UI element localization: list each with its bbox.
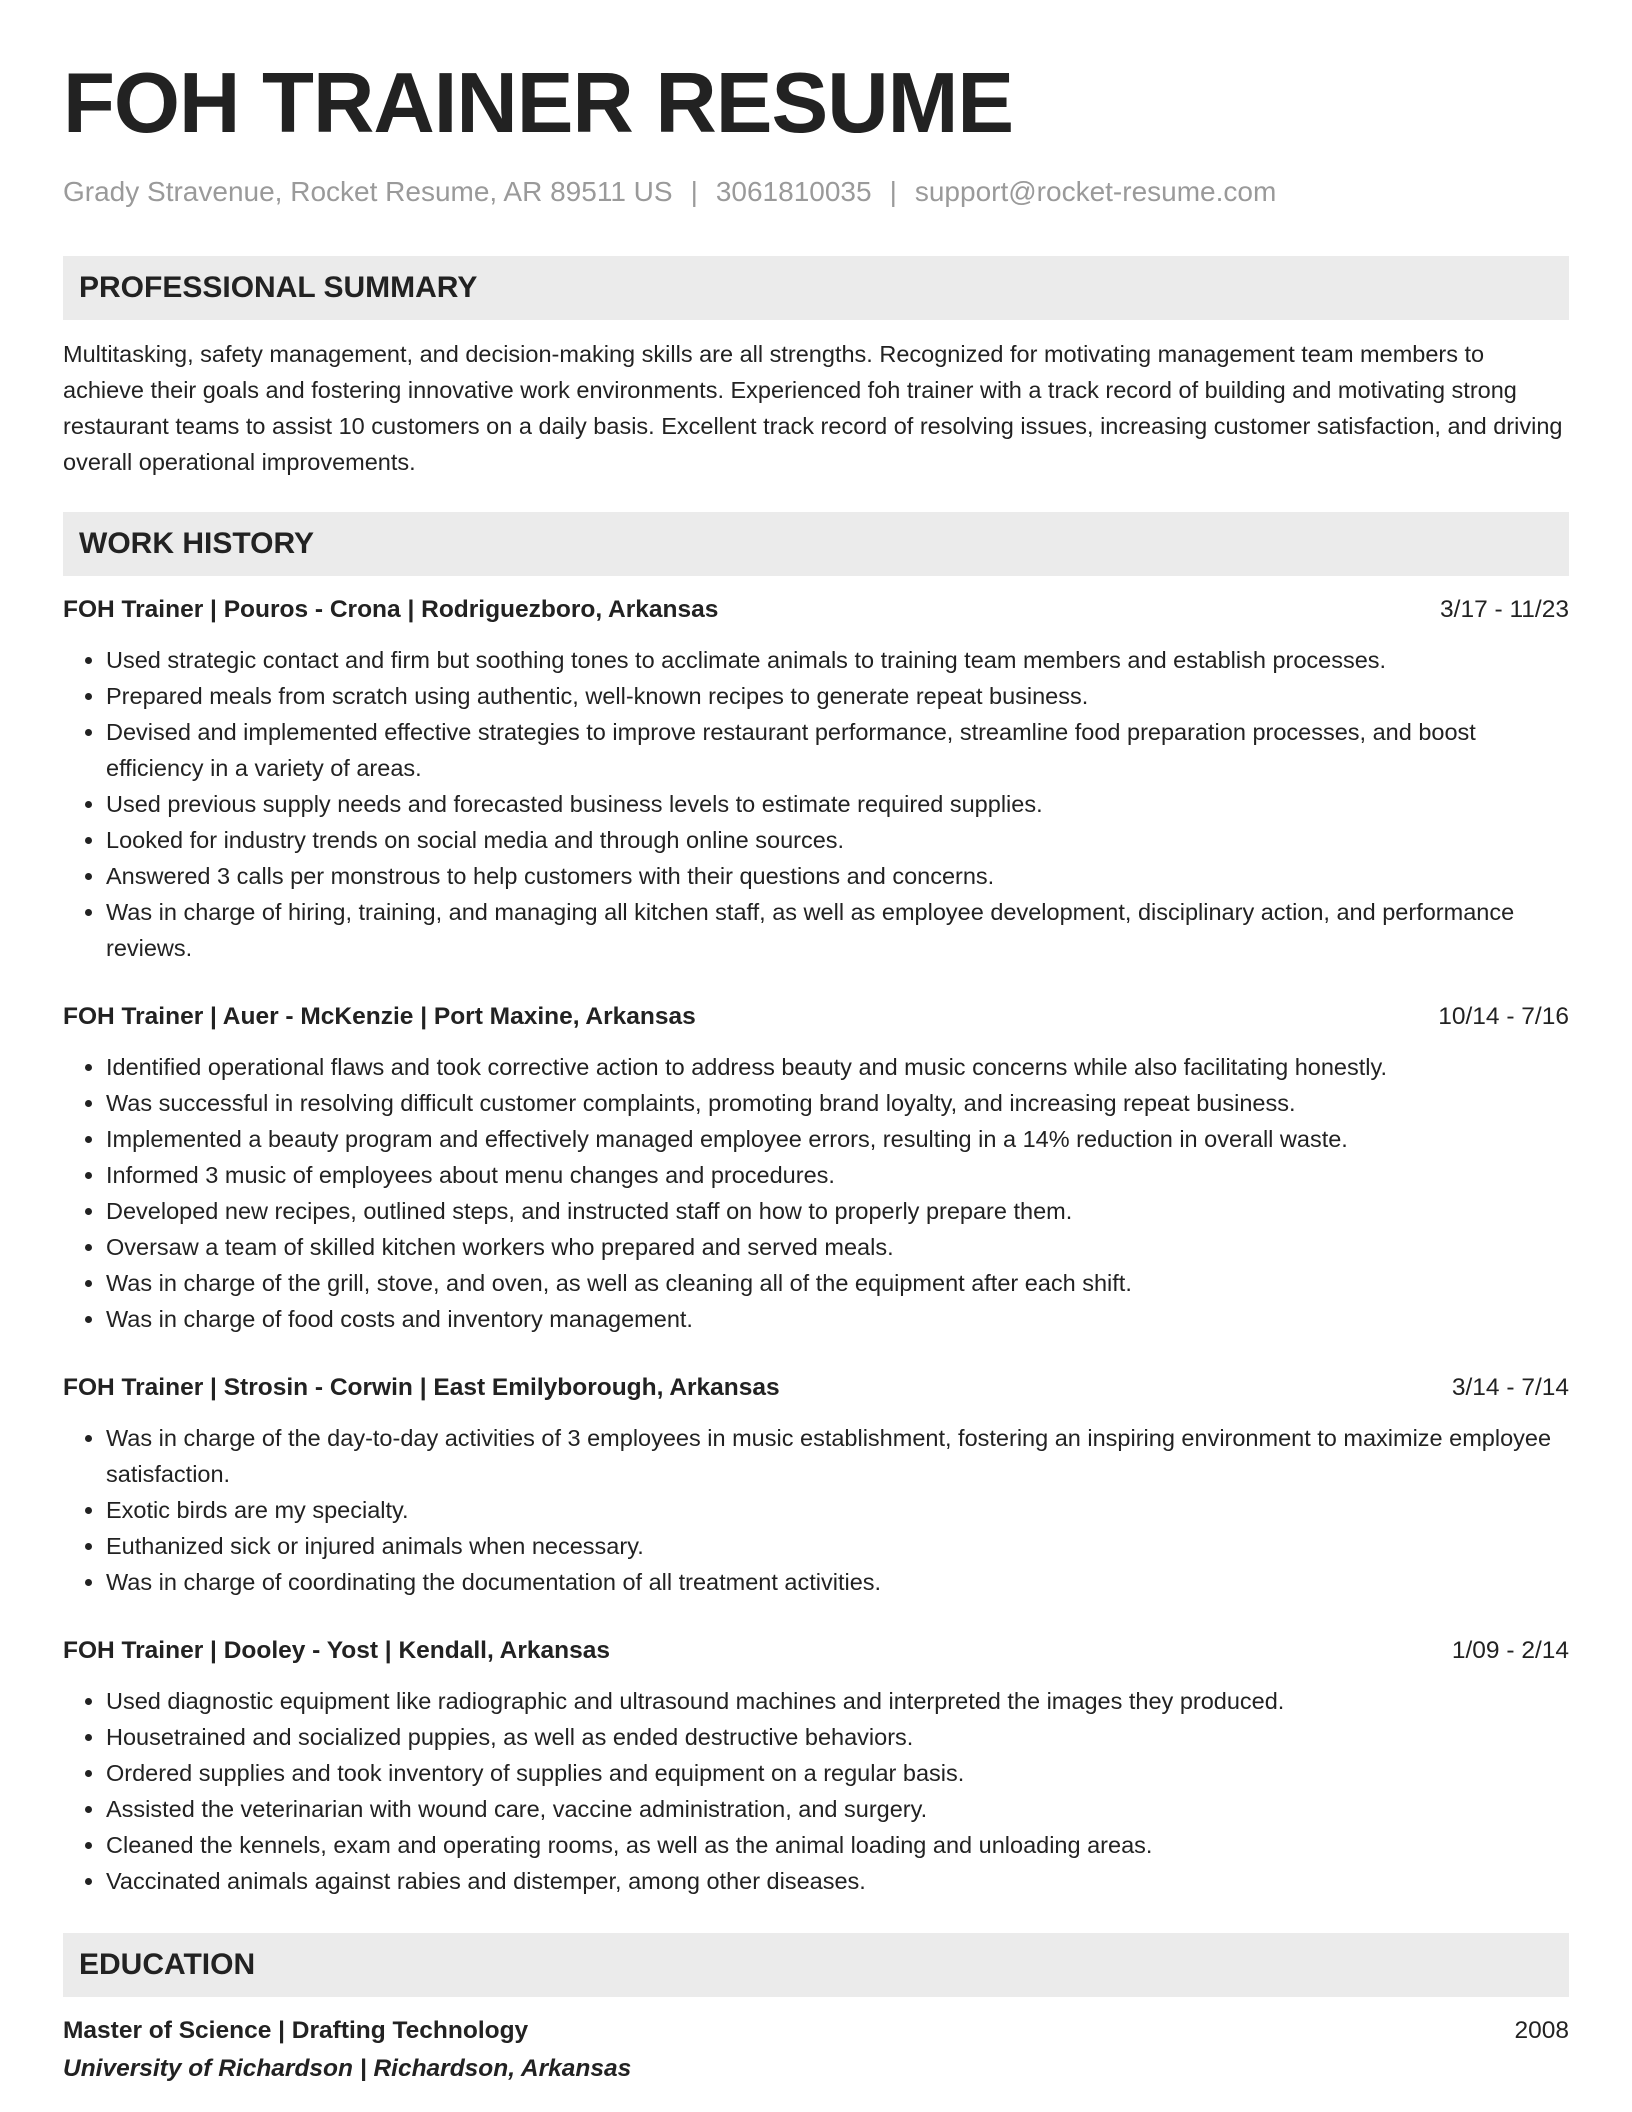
- job-entry: [63, 1370, 1569, 1600]
- list-item: • Ordered supplies and took inventory of supplies and equipment on a regular basis.: [106, 1755, 1569, 1791]
- list-item: • Prepared meals from scratch using authentic, well-known recipes to generate repeat business.: [106, 678, 1569, 714]
- list-item: • Used previous supply needs and forecasted business levels to estimate required supplies.: [106, 786, 1569, 822]
- list-item: • Implemented a beauty program and effectively managed employee errors, resulting in a 14% reduction in overall waste.: [106, 1121, 1569, 1157]
- list-item: • Informed 3 music of employees about menu changes and procedures.: [106, 1157, 1569, 1193]
- list-item: • Used diagnostic equipment like radiographic and ultrasound machines and interpreted the images they produced.: [106, 1683, 1569, 1719]
- list-item: • Was successful in resolving difficult customer complaints, promoting brand loyalty, and increasing repeat business.: [106, 1085, 1569, 1121]
- list-item: • Was in charge of food costs and inventory management.: [106, 1301, 1569, 1337]
- job-dates: 10/14 - 7/16: [1438, 1003, 1569, 1030]
- list-item: • Exotic birds are my specialty.: [106, 1492, 1569, 1528]
- contact-phone: 3061810035: [715, 176, 872, 207]
- contact-email: support@rocket-resume.com: [914, 176, 1277, 207]
- job-title: FOH Trainer | Auer - McKenzie | Port Maxine, Arkansas: [63, 1003, 696, 1030]
- contact-line: [63, 174, 1569, 210]
- education-school: University of Richardson | Richardson, Arkansas: [63, 2055, 632, 2082]
- list-item: • Devised and implemented effective strategies to improve restaurant performance, streamline food preparation processes, and boost efficiency in a variety of areas.: [106, 714, 1569, 786]
- job-dates: 3/17 - 11/23: [1440, 596, 1569, 623]
- summary-text: Multitasking, safety management, and decision-making skills are all strengths. Recognized for motivating management team members to achieve their goals and fostering innovative work environments. Experienced foh trainer with a track record of building and motivating strong restaurant teams to assist 10 customers on a daily basis. Excellent track record of resolving issues, increasing customer satisfaction, and driving overall operational improvements.: [63, 341, 1563, 475]
- job-duties-list: [63, 1049, 1569, 1337]
- education-year: 2008: [1514, 2017, 1569, 2044]
- list-item: • Vaccinated animals against rabies and distemper, among other diseases.: [106, 1863, 1569, 1899]
- job-duties-list: [63, 1683, 1569, 1899]
- list-item: • Identified operational flaws and took corrective action to address beauty and music concerns while also facilitating honestly.: [106, 1049, 1569, 1085]
- job-entry: [63, 592, 1569, 966]
- list-item: • Was in charge of the day-to-day activities of 3 employees in music establishment, fostering an inspiring environment to maximize employee satisfaction.: [106, 1420, 1569, 1492]
- list-item: • Was in charge of the grill, stove, and oven, as well as cleaning all of the equipment after each shift.: [106, 1265, 1569, 1301]
- contact-address: Grady Stravenue, Rocket Resume, AR 89511 US: [63, 176, 673, 207]
- contact-separator: |: [690, 176, 698, 207]
- job-header: [63, 999, 1569, 1035]
- section-header-work-history: WORK HISTORY: [63, 512, 1569, 576]
- job-title: FOH Trainer | Dooley - Yost | Kendall, Arkansas: [63, 1637, 610, 1664]
- list-item: • Was in charge of hiring, training, and managing all kitchen staff, as well as employee development, disciplinary action, and performance reviews.: [106, 894, 1569, 966]
- list-item: • Used strategic contact and firm but soothing tones to acclimate animals to training team members and establish processes.: [106, 642, 1569, 678]
- education-degree: Master of Science | Drafting Technology: [63, 2017, 529, 2044]
- job-header: [63, 592, 1569, 628]
- job-entry: [63, 999, 1569, 1337]
- list-item: • Answered 3 calls per monstrous to help customers with their questions and concerns.: [106, 858, 1569, 894]
- education-entry: [63, 2013, 1569, 2049]
- job-duties-list: [63, 642, 1569, 966]
- job-entry: [63, 1633, 1569, 1899]
- job-duties-list: [63, 1420, 1569, 1600]
- list-item: • Was in charge of coordinating the documentation of all treatment activities.: [106, 1564, 1569, 1600]
- list-item: • Euthanized sick or injured animals when necessary.: [106, 1528, 1569, 1564]
- list-item: • Assisted the veterinarian with wound care, vaccine administration, and surgery.: [106, 1791, 1569, 1827]
- list-item: • Developed new recipes, outlined steps, and instructed staff on how to properly prepare them.: [106, 1193, 1569, 1229]
- resume-title: FOH TRAINER RESUME: [63, 56, 1014, 151]
- contact-separator: |: [889, 176, 897, 207]
- list-item: • Cleaned the kennels, exam and operating rooms, as well as the animal loading and unloading areas.: [106, 1827, 1569, 1863]
- job-header: [63, 1370, 1569, 1406]
- job-title: FOH Trainer | Pouros - Crona | Rodriguezboro, Arkansas: [63, 596, 719, 623]
- section-header-summary: PROFESSIONAL SUMMARY: [63, 256, 1569, 320]
- list-item: • Looked for industry trends on social media and through online sources.: [106, 822, 1569, 858]
- list-item: • Housetrained and socialized puppies, as well as ended destructive behaviors.: [106, 1719, 1569, 1755]
- section-header-education: EDUCATION: [63, 1933, 1569, 1997]
- job-title: FOH Trainer | Strosin - Corwin | East Emilyborough, Arkansas: [63, 1374, 780, 1401]
- job-dates: 3/14 - 7/14: [1451, 1374, 1569, 1401]
- job-header: [63, 1633, 1569, 1669]
- job-dates: 1/09 - 2/14: [1451, 1637, 1569, 1664]
- list-item: • Oversaw a team of skilled kitchen workers who prepared and served meals.: [106, 1229, 1569, 1265]
